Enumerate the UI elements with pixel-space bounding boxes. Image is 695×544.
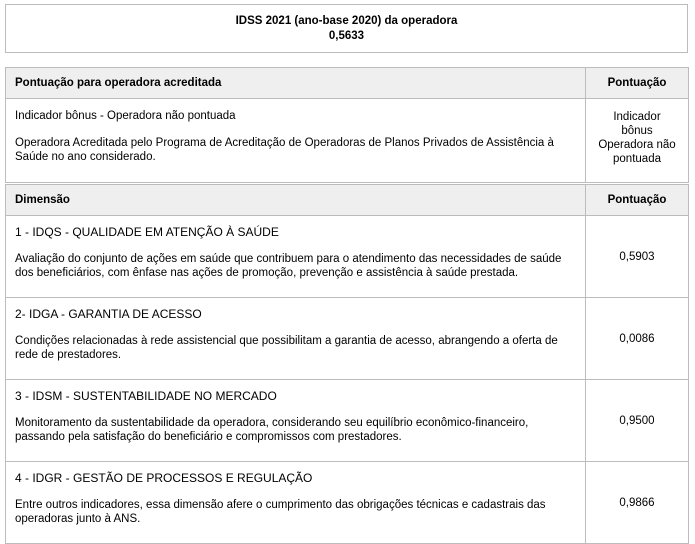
idss-summary-table <box>5 4 688 53</box>
accreditation-header-score: Pontuação <box>586 68 689 99</box>
accreditation-program-text: Operadora Acreditada pelo Programa de Acreditação de Operadoras de Planos Privados de Assistência à Saúde no ano considerado. <box>15 137 554 163</box>
dimension-title: 4 - IDGR - GESTÃO DE PROCESSOS E REGULAÇÃO <box>15 471 313 485</box>
dimension-score: 0,9866 <box>586 462 689 544</box>
accreditation-description-cell <box>6 99 586 183</box>
idss-summary-cell <box>6 5 688 53</box>
accreditation-score-line: bônus <box>621 125 653 137</box>
idss-value: 0,5633 <box>328 29 365 42</box>
dimension-description: Monitoramento da sustentabilidade da operadora, considerando seu equilíbrio econômico-financeiro, passando pela satisfação do beneficiário e compromissos com prestadores. <box>15 417 529 443</box>
table-row <box>6 298 689 380</box>
dimension-title: 2- IDGA - GARANTIA DE ACESSO <box>15 307 202 321</box>
dimension-score: 0,5903 <box>586 216 689 298</box>
table-row <box>6 462 689 544</box>
accreditation-table <box>5 67 689 183</box>
accreditation-score-cell <box>586 99 689 183</box>
accreditation-score-line: Indicador <box>613 111 661 123</box>
dimension-description: Condições relacionadas à rede assistencial que possibilitam a garantia de acesso, abrangendo a oferta de rede de prestadores. <box>15 335 558 361</box>
dimension-score: 0,0086 <box>586 298 689 380</box>
dimension-cell <box>6 380 586 462</box>
dimension-cell <box>6 298 586 380</box>
dimensions-header-score: Pontuação <box>586 185 689 216</box>
dimension-score: 0,9500 <box>586 380 689 462</box>
bonus-indicator-text: Indicador bônus - Operadora não pontuada <box>15 110 236 122</box>
accreditation-score-line: Operadora não <box>598 139 676 151</box>
dimension-description: Entre outros indicadores, essa dimensão afere o cumprimento das obrigações técnicas e cadastrais das operadoras junto à ANS. <box>15 499 546 525</box>
dimension-cell <box>6 462 586 544</box>
table-row <box>6 380 689 462</box>
dimension-title: 1 - IDQS - QUALIDADE EM ATENÇÃO À SAÚDE <box>15 225 279 239</box>
idss-title: IDSS 2021 (ano-base 2020) da operadora <box>235 14 458 27</box>
dimensions-header-label: Dimensão <box>6 185 586 216</box>
dimension-cell <box>6 216 586 298</box>
dimension-description: Avaliação do conjunto de ações em saúde que contribuem para o atendimento das necessidades de saúde dos beneficiários, com ênfase nas ações de promoção, prevenção e assistência à saúde prestada. <box>15 253 562 279</box>
table-row <box>6 216 689 298</box>
dimensions-table <box>5 184 689 544</box>
dimension-title: 3 - IDSM - SUSTENTABILIDADE NO MERCADO <box>15 389 277 403</box>
accreditation-score-line: pontuada <box>613 153 661 165</box>
accreditation-header-label: Pontuação para operadora acreditada <box>6 68 586 99</box>
